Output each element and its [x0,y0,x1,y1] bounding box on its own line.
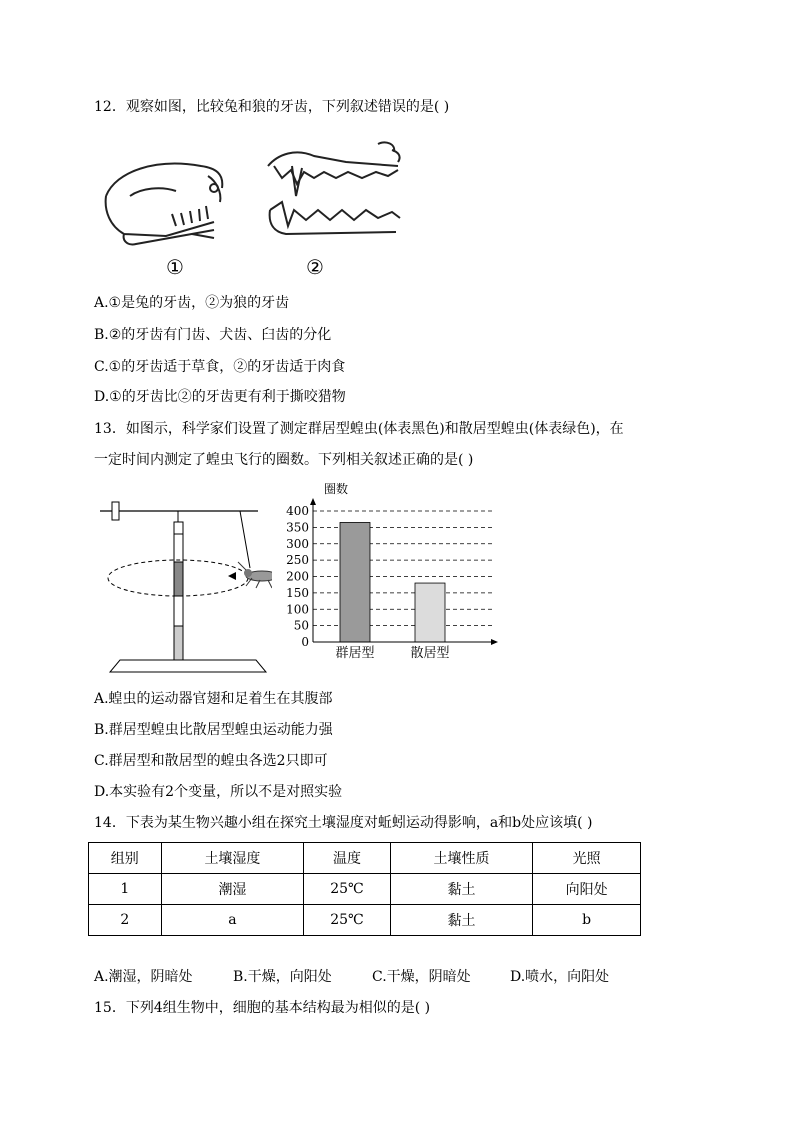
table-cell: 25℃ [304,874,390,905]
chart-bar [340,522,370,642]
table-header-cell: 光照 [533,843,641,874]
table-cell: b [533,905,641,936]
q13-option-b: B.群居型蝗虫比散居型蝗虫运动能力强 [94,722,333,738]
teeth-figure [96,136,416,284]
table-cell: 25℃ [304,905,390,936]
chart-y-tick-label: 200 [286,569,309,584]
table-cell: 2 [89,905,162,936]
wolf-skull-drawing [268,142,400,234]
q14-option-c: C.干燥，阴暗处 [372,969,471,985]
table-cell: 1 [89,874,162,905]
table-cell: 黏土 [390,874,533,905]
table-header-row [89,843,641,874]
flight-apparatus-figure [96,496,272,676]
table-header-cell: 土壤性质 [390,843,533,874]
table-cell: 潮湿 [161,874,304,905]
q14-stem: 14．下表为某生物兴趣小组在探究土壤湿度对蚯蚓运动得影响，a和b处应该填( ) [94,815,593,831]
chart-y-axis-label: 圈数 [324,482,349,496]
chart-category-label: 群居型 [335,646,375,661]
experiment-table [88,842,641,936]
chart-y-tick-label: 150 [286,585,309,600]
chart-bar [415,583,445,642]
q14-option-b: B.干燥，向阳处 [233,969,332,985]
q12-stem: 12．观察如图，比较兔和狼的牙齿，下列叙述错误的是( ) [94,99,450,115]
chart-category-label: 散居型 [410,646,450,661]
chart-y-tick-label: 0 [301,635,309,649]
table-cell: a [161,905,304,936]
table-row [89,905,641,936]
q12-option-c: C.①的牙齿适于草食，②的牙齿适于肉食 [94,359,346,375]
q12-option-a: A.①是兔的牙齿，②为狼的牙齿 [94,295,290,311]
table-header-cell: 温度 [304,843,390,874]
q13-stem-line2: 一定时间内测定了蝗虫飞行的圈数。下列相关叙述正确的是( ) [94,452,474,468]
q12-option-d: D.①的牙齿比②的牙齿更有利于撕咬猎物 [94,389,346,405]
table-header-cell: 组别 [89,843,162,874]
q13-option-a: A.蝗虫的运动器官翅和足着生在其腹部 [94,691,333,707]
rabbit-skull-drawing [106,164,223,245]
chart-y-tick-label: 300 [286,536,309,551]
q14-option-a: A.潮湿，阴暗处 [94,969,193,985]
q14-option-d: D.喷水，向阳处 [510,969,610,985]
table-cell: 向阳处 [533,874,641,905]
fig-label-2: ② [306,255,324,279]
q13-stem-line1: 13．如图示，科学家们设置了测定群居型蝗虫(体表黑色)和散居型蝗虫(体表绿色)，在 [94,421,624,437]
fig-label-1: ① [166,255,184,279]
q13-option-d: D.本实验有2个变量，所以不是对照实验 [94,784,343,800]
chart-y-tick-label: 100 [286,602,309,617]
chart-y-tick-label: 250 [286,553,309,568]
flight-bar-chart [272,478,508,662]
chart-y-tick-label: 400 [286,504,309,518]
chart-y-tick-label: 350 [286,520,309,535]
table-header-cell: 土壤湿度 [161,843,304,874]
table-cell: 黏土 [390,905,533,936]
q13-option-c: C.群居型和散居型的蝗虫各选2只即可 [94,753,328,769]
chart-y-tick-label: 50 [293,618,309,633]
q15-stem: 15．下列4组生物中，细胞的基本结构最为相似的是( ) [94,1000,431,1016]
q12-option-b: B.②的牙齿有门齿、犬齿、臼齿的分化 [94,327,332,343]
table-row [89,874,641,905]
